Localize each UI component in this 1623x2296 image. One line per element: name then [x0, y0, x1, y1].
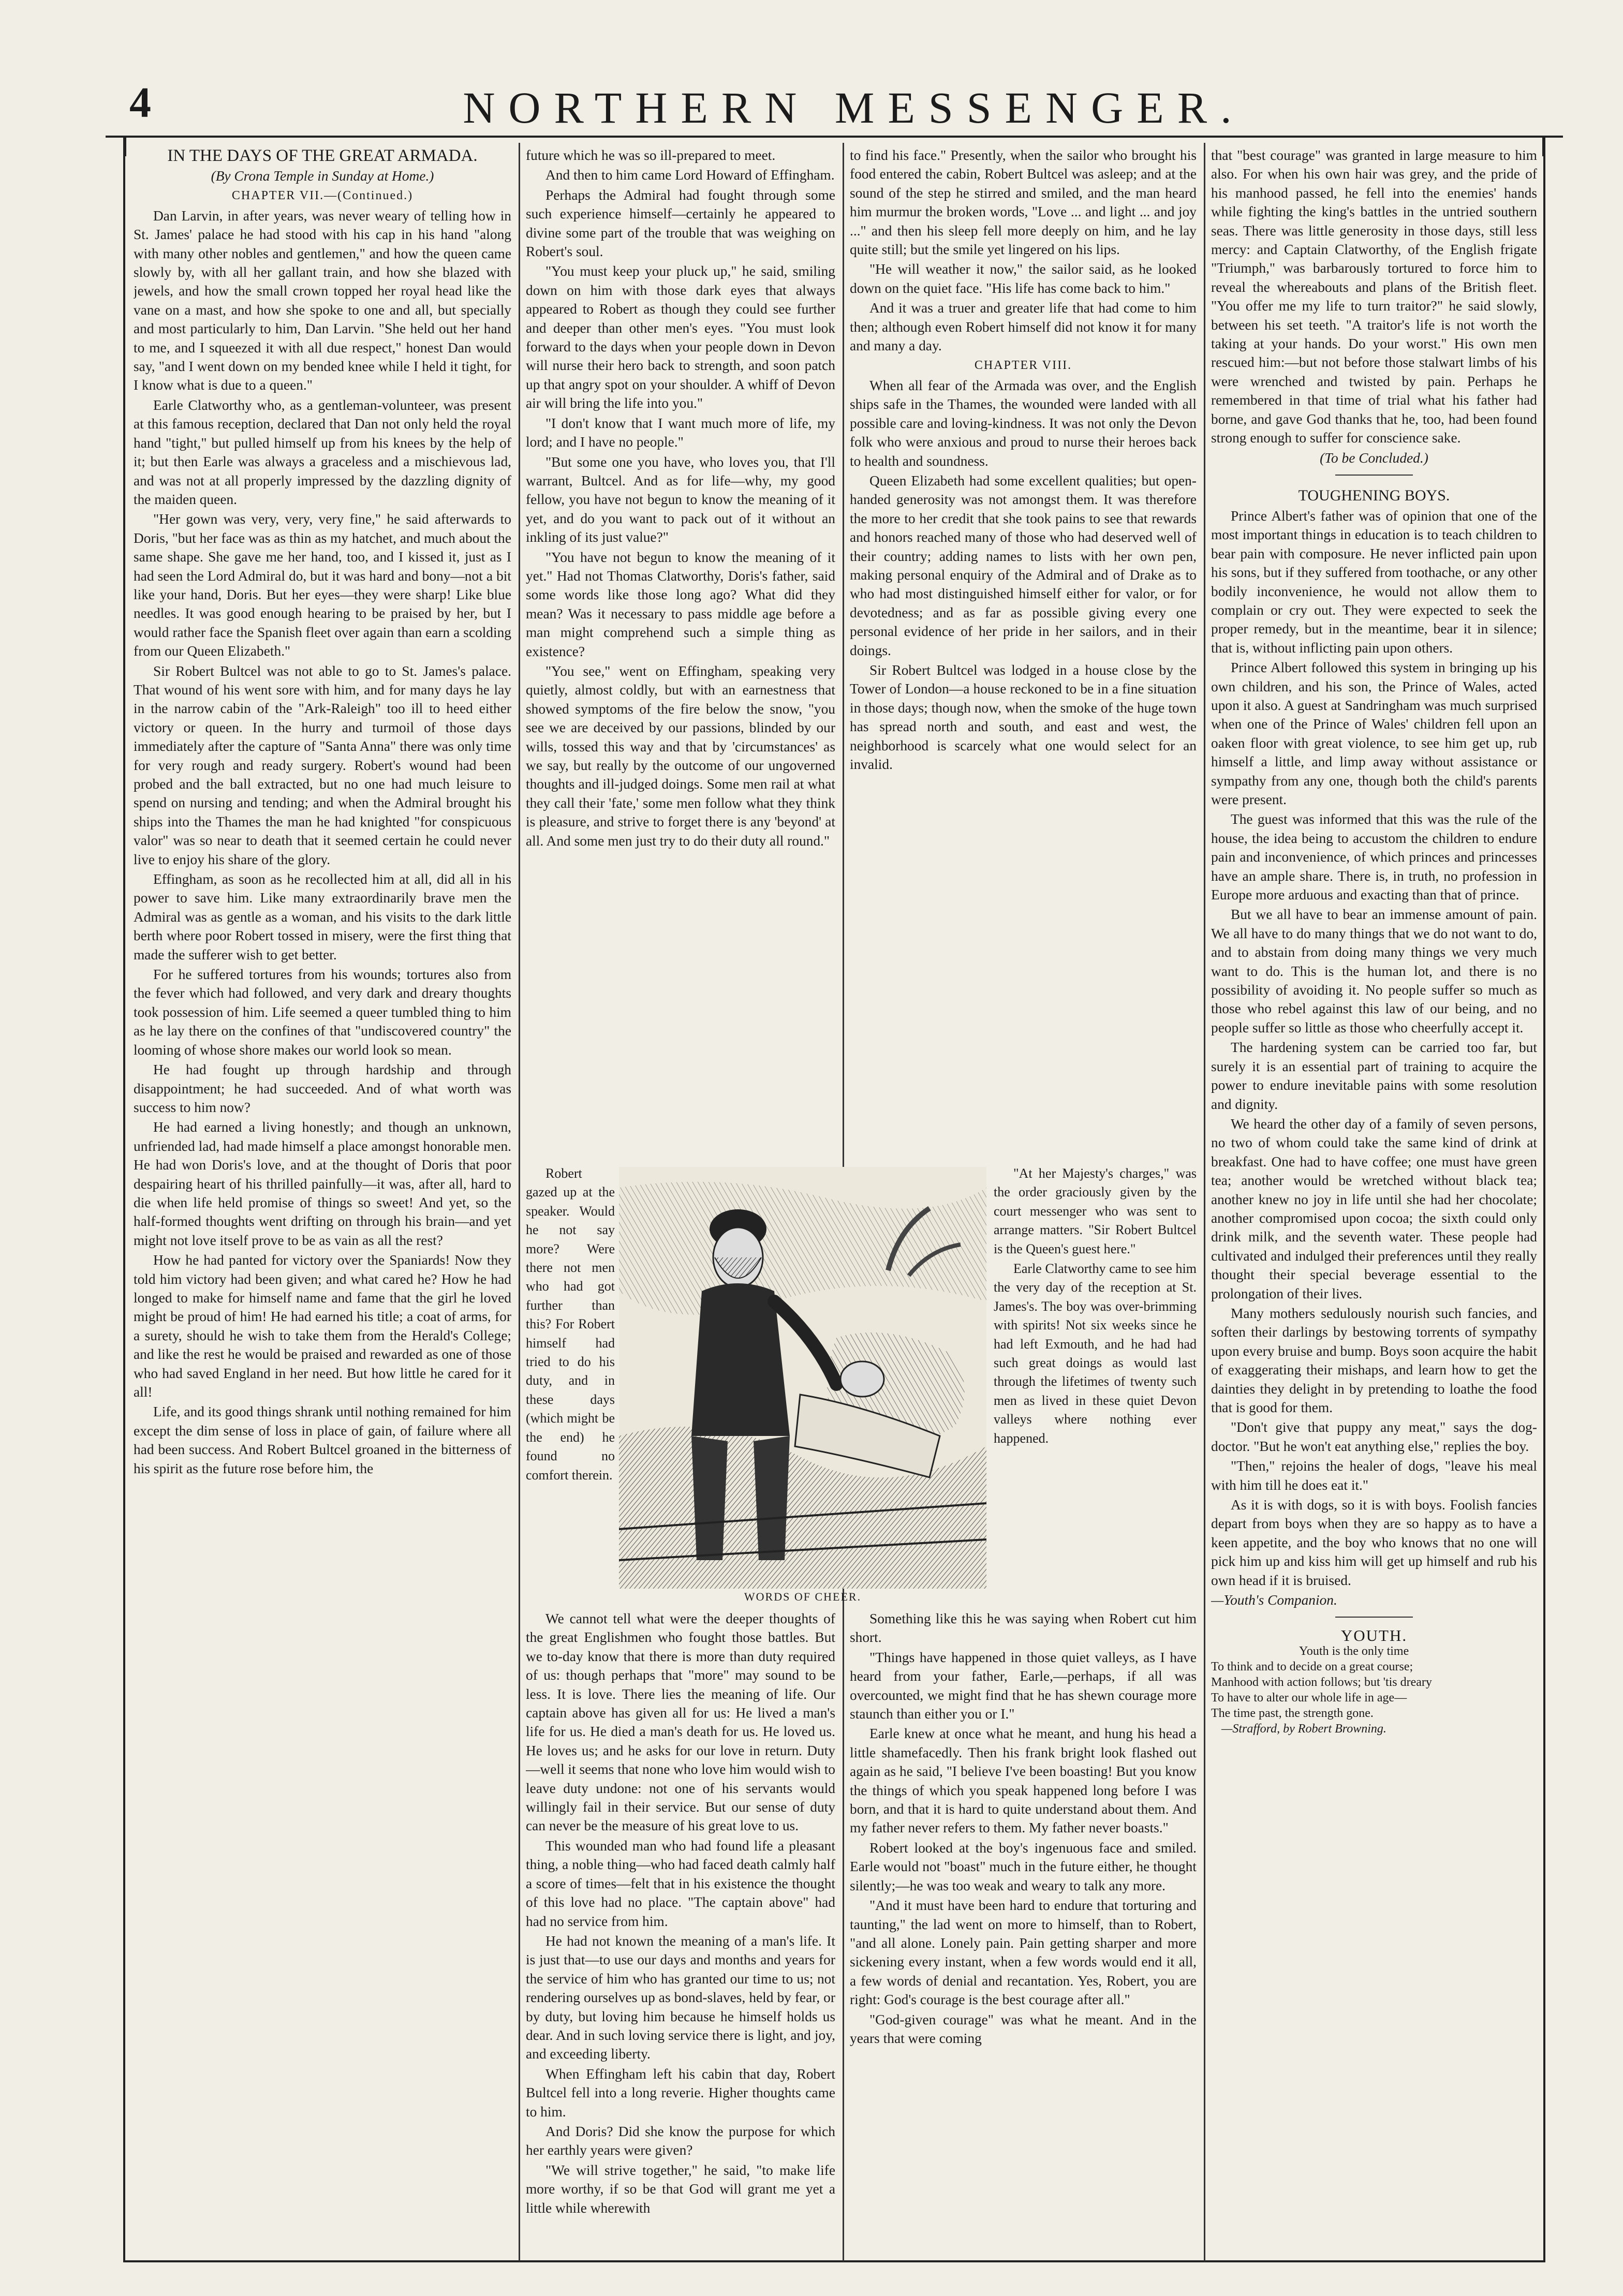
column-2-lower [526, 1609, 835, 2251]
column-4 [1211, 146, 1537, 2252]
paragraph: "Things have happened in those quiet valleys, as I have heard from your father, Earle,—perhaps, if all was overcounted, we might find that he has shewn courage more staunch than either you or I." [850, 1649, 1197, 1722]
poem-line: To have to alter our whole life in age— [1211, 1691, 1407, 1705]
paragraph: This wounded man who had found life a pleasant thing, a noble thing—who had faced death calmly half a score of times—felt that in his existence the thought of this love had no place. "The captain above" had had no service from him. [526, 1838, 835, 1929]
poem-line: Youth is the only time [1299, 1645, 1409, 1658]
paragraph: For he suffered tortures from his wounds; tortures also from the fever which had followed, and very dark and dreary thoughts took possession of him. Life seemed a queer tumbled thing to him as he lay there on the confines of that "undiscovered country" the looming of whose shore makes our world look so mean. [134, 967, 511, 1058]
paragraph: When Effingham left his cabin that day, Robert Bultcel fell into a long reverie. Higher thoughts came to him. [526, 2066, 835, 2120]
paragraph: He had not known the meaning of a man's life. It is just that—to use our days and months and years for the service of him who has granted our time to us; not rendering ourselves up as bond-slaves, held by fear, or by duty, but loving him because he himself holds us dear. And in such loving service there is light, and joy, and exceeding liberty. [526, 1933, 835, 2062]
paragraph: Robert looked at the boy's ingenuous face and smiled. Earle would not "boast" much in the future either, he thought silently;—he was too weak and weary to talk any more. [850, 1840, 1197, 1893]
paragraph: "Then," rejoins the healer of dogs, "leave his meal with him till he does eat it." [1211, 1458, 1537, 1493]
paragraph: Dan Larvin, in after years, was never weary of telling how in St. James' palace he had stood with his cap in his hand "along with many other nobles and gentlemen," and how the queen came slowly by, with all her gallant train, and how she blazed with jewels, and how the small crown topped her royal head like the vane on a mast, and how she spoke to one and all, but specially and most particularly to him, Dan Larvin. "She held out her hand to me, and I squeezed it with all due respect," honest Dan would say, "and I went down on my bended knee while I held it tight, for I know what is due to a queen." [134, 208, 511, 393]
article-byline: (By Crona Temple in Sunday at Home.) [211, 168, 434, 184]
paragraph: He had earned a living honestly; and though an unknown, unfriended lad, had made himself a place amongst honorable men. He had won Doris's love, and at the thought of Doris that poor despairing heart of his thrilled painfully—it was, after all, hard to die when life held promise of things so sweet! And yet, so the half-formed thoughts went drifting on through his brain—and yet might not love itself prove to be as vain as all the rest? [134, 1119, 511, 1248]
paragraph: "Her gown was very, very, very fine," he said afterwards to Doris, "but her face was as thin as my hatchet, and much about the same shape. She gave me her hand, too, and I kissed it, just as I had seen the Lord Admiral do, but it was hard and bony—not a bit like your hand, Doris. But her eyes—they were sharp! Like blue needles. It was good enough hearing to be praised by her, but I would rather face the Spanish fleet over again than earn a scolding from our Queen Elizabeth." [134, 511, 511, 659]
poem-line: The time past, the strength gone. [1211, 1707, 1374, 1721]
paragraph: "Don't give that puppy any meat," says the dog-doctor. "But he won't eat anything else," replies the boy. [1211, 1419, 1537, 1454]
paragraph: How he had panted for victory over the Spaniards! Now they told him victory had been given; and what cared he? How he had longed to make for himself name and fame that the girl he loved might be proud of him! He had earned his title; a coat of arms, for a surety, should he wish to take them from the Herald's College; and like the rest he would be praised and rewarded as one of those who had saved England in her need. But how little he cared for it all! [134, 1252, 511, 1400]
paragraph: Robert gazed up at the speaker. Would he not say more? Were there not men who had got further than this? For Robert himself had tried to do his duty, and in these days (which might be the end) he found no comfort therein. [526, 1166, 615, 1483]
paragraph: Many mothers sedulously nourish such fancies, and soften their darlings by bestowing torrents of sympathy upon every bruise and bump. Boys soon acquire the habit of exaggerating their mishaps, and learn how to get the dainties they delight in by pretending to loathe the food that is good for them. [1211, 1305, 1537, 1415]
column-2-narrow [526, 1164, 615, 1599]
paragraph: And it was a truer and greater life that had come to him then; although even Robert himself did not know it for many and many a day. [850, 300, 1197, 354]
section-divider [1335, 1617, 1413, 1618]
paragraph: "I don't know that I want much more of life, my lord; and I have no people." [526, 415, 835, 450]
engraving-illustration [619, 1167, 986, 1589]
paragraph: But we all have to bear an immense amount of pain. We all have to do many things that we do not want to do, and to abstain from doing many things we very much want to do. This is the human lot, and there is no possibility of avoiding it. No people suffer so much as those who rebel against this law of our being, and no people suffer so little as those who cheerfully accept it. [1211, 907, 1537, 1035]
paragraph: "We will strive together," he said, "to make life more worthy, if so be that God will grant me yet a little while wherewith [526, 2162, 835, 2216]
paragraph: "You have not begun to know the meaning of it yet." Had not Thomas Clatworthy, Doris's father, said some words like those long ago? What did they mean? Was it necessary to pass middle age before a man might comprehend such a simple thing as existence? [526, 549, 835, 659]
section-divider [1335, 475, 1413, 476]
paragraph: He had fought up through hardship and through disappointment; he had succeeded. And of what worth was success to him now? [134, 1062, 511, 1115]
illustration-caption: WORDS OF CHEER. [744, 1590, 862, 1603]
column-3-narrow [994, 1164, 1197, 1599]
page-number: 4 [129, 79, 151, 127]
paragraph: Earle knew at once what he meant, and hung his head a little shamefacedly. Then his frank bright look flashed out again as he said, "I believe I've been boasting! But you know the things of which you speak happened long before I was born, and that it is hard to quite understand about them. And my father never refers to them. My father never boasts." [850, 1726, 1197, 1836]
column-1 [134, 146, 511, 2252]
paragraph: Effingham, as soon as he recollected him at all, did all in his power to save him. Like many extraordinarily brave men the Admiral was as gentle as a woman, and his visits to the dark little berth where poor Robert tossed in misery, were the first thing that made the sufferer wish to get better. [134, 871, 511, 962]
paragraph: Queen Elizabeth had some excellent qualities; but open-handed generosity was not amongst them. It was therefore the more to her credit that she took pains to see that rewards and honors reached many of those who had deserved well of their country; adding names to lists with her own pen, making personal enquiry of the Admiral and of Drake as to who had most distinguished himself either for valor, or for devotedness; and as far as possible giving every one personal evidence of her pride in her sailors, and in their doings. [850, 472, 1197, 658]
article-title: IN THE DAYS OF THE GREAT ARMADA. [167, 146, 478, 165]
poem-credit: —Strafford, by Robert Browning. [1221, 1722, 1386, 1736]
paragraph: Earle Clatworthy who, as a gentleman-volunteer, was present at this famous reception, declared that Dan not only held the royal hand "tight," but pulled himself up from his knees by the help of it; but then Earle was always a graceless and a mischievous lad, and was not at all properly impressed by the dazzling dignity of the maiden queen. [134, 397, 511, 507]
paragraph: that "best courage" was granted in large measure to him also. For when his own hair was grey, and the pride of his manhood passed, he fell into the enemies' hands while fighting the king's battles in the untried southern seas. There was little generosity in those days, still less mercy: and Captain Clatworthy, of the English frigate "Triumph," was barbarously tortured to force him to reveal the whereabouts and plans of the British fleet. "You offer me my life to turn traitor?" he said slowly, between his set teeth. "A traitor's life is not worth the taking at your hands. Do your worst." His own men rescued him:—but not before those stalwart limbs of his were wrenched and twisted by pain. Perhaps he remembered in that time of trial what his father had borne, and gave God thanks that he, too, had been found strong enough to suffer for conscience sake. [1211, 147, 1537, 446]
paragraph: Sir Robert Bultcel was not able to go to St. James's palace. That wound of his went sore with him, and for many days he lay in the narrow cabin of the "Ark-Raleigh" too ill to heed either victory or queen. In the hurry and turmoil of those days immediately after the capture of "Santa Anna" there was only time for very rough and ready surgery. Robert's wound had been probed and the ball extracted, but no one had much leisure to spend on nursing and tending; and when the Admiral brought his ships into the Thames the man he had knighted "for conspicuous valor" was so near to death that it seemed certain he could never live to enjoy his share of the glory. [134, 663, 511, 867]
column-rule [519, 143, 520, 2261]
paragraph: "He will weather it now," the sailor said, as he looked down on the quiet face. "His life has come back to him." [850, 261, 1197, 296]
to-be-concluded: (To be Concluded.) [1320, 450, 1428, 466]
column-2 [526, 146, 835, 1160]
paragraph: Prince Albert followed this system in bringing up his own children, and his son, the Prince of Wales, acted upon it also. A guest at Sandringham was much surprised when one of the Prince of Wales' children fell upon an oaken floor with great violence, to see him get up, rub himself a little, and limp away without assistance or sympathy from any one, though both the child's parents were present. [1211, 660, 1537, 807]
chapter-heading: CHAPTER VIII. [974, 359, 1072, 373]
paragraph: Prince Albert's father was of opinion that one of the most important things in education is to teach children to bear pain with composure. He never inflicted pain upon his sons, but if they suffered from toothache, or any other bodily inconvenience, he would not allow them to complain or cry out. They were expected to seek the proper remedy, but in the meantime, bear it in silence; that is, without inflicting pain upon others. [1211, 508, 1537, 656]
chapter-heading: CHAPTER VII.—(Continued.) [231, 189, 414, 203]
paragraph: "God-given courage" was what he meant. And in the years that were coming [850, 2011, 1197, 2046]
paragraph: "You must keep your pluck up," he said, smiling down on him with those dark eyes that always appeared to Robert as though they could see further and deeper than other men's eyes. "You must look forward to the days when your people down in Devon will nurse their hero back to strength, and soon patch up that angry spot on your shoulder. A whiff of Devon air will bring the life into you." [526, 263, 835, 411]
paragraph: Earle Clatworthy came to see him the very day of the reception at St. James's. The boy was over-brimming with spirits! Not six weeks since he had left Exmouth, and he had had such great doings as would last through the lifetimes of twenty such men as lived in these quiet Devon valleys where nothing ever happened. [994, 1261, 1197, 1446]
column-rule [1204, 143, 1205, 2261]
poem-line: To think and to decide on a great course; [1211, 1660, 1413, 1674]
paragraph: And then to him came Lord Howard of Effingham. [545, 167, 835, 183]
paragraph: As it is with dogs, so it is with boys. Foolish fancies depart from boys when they are so happy as to have a keen appetite, and the boy who knows that no one will pick him up and kiss him will get up himself and rub his own head if it is bruised. [1211, 1497, 1537, 1588]
article-credit: —Youth's Companion. [1211, 1592, 1337, 1608]
paragraph: We cannot tell what were the deeper thoughts of the great Englishmen who fought those battles. But we to-day know that there is more than duty required of us: though perhaps that "more" may sound to be less. It is love. There lies the meaning of life. Our captain above has given all for us: He lived a man's life for us. He died a man's death for us. He loved us. He loves us; and he asks for our love in return. Duty—well it seems that none who love him would wish to leave duty undone: not one of his servants would willingly fail in their service. But our sense of duty can never be the measure of his great love to us. [526, 1611, 835, 1834]
paragraph: "And it must have been hard to endure that torturing and taunting," the lad went on more to himself, than to Robert, "and all alone. Lonely pain. Pain getting sharper and more sickening every instant, when a few words would end it all, a few words of denial and recantation. Yes, Robert, you are right: God's courage is the best courage after all." [850, 1898, 1197, 2008]
paragraph: "At her Majesty's charges," was the order graciously given by the court messenger who was sent to arrange matters. "Sir Robert Bultcel is the Queen's guest here." [994, 1166, 1197, 1256]
paragraph: "But some one you have, who loves you, that I'll warrant, Bultcel. And as for life—why, my good fellow, you have not begun to know the meaning of it yet, and do you want to pack out of it without an inkling of its just value?" [526, 454, 835, 545]
paragraph: future which he was so ill-prepared to meet. [526, 147, 776, 163]
paragraph: "You see," went on Effingham, speaking very quietly, almost coldly, but with an earnestness that showed symptoms of the fire below the snow, "you see we are deceived by our passions, blinded by our wills, tossed this way and that by 'circumstances' as we say, but really by the outcome of our ungoverned thoughts and ill-judged doings. Some men rail at what they call their 'fate,' some men follow what they think is pleasure, and strive to forget there is any 'beyond' at all. And some men just try to do their duty all round." [526, 663, 835, 849]
paragraph: Life, and its good things shrank until nothing remained for him except the dim sense of loss in place of gain, of failure where all had been success. And Robert Bultcel groaned in the bitterness of his spirit as the future rose before him, the [134, 1404, 511, 1476]
paragraph: Perhaps the Admiral had fought through some such experience himself—certainly he appeared to divine some part of the trouble that was weighing on Robert's soul. [526, 187, 835, 260]
poem [1211, 1628, 1537, 1737]
paragraph: Sir Robert Bultcel was lodged in a house close by the Tower of London—a house reckoned to be in a fine situation in those days; though now, when the smoke of the huge town has spread north and south, and east and west, the neighborhood is scarcely what one would select for an invalid. [850, 662, 1197, 772]
paragraph: We heard the other day of a family of seven persons, no two of whom could take the same kind of drink at breakfast. One had to have coffee; one must have green tea; another would be wretched without black tea; another knew no joy in life until she had her chocolate; another compromised upon cocoa; the sixth could only drink milk, and the seventh water. These people had cultivated and indulged their preferences until they really thought their special beverage essential to the prolongation of their lives. [1211, 1116, 1537, 1301]
poem-line: Manhood with action follows; but 'tis dreary [1211, 1676, 1432, 1690]
paragraph: The hardening system can be carried too far, but surely it is an essential part of training to acquire the power to endure inevitable pains with some resolution and dignity. [1211, 1040, 1537, 1112]
paragraph: Something like this he was saying when Robert cut him short. [850, 1611, 1197, 1646]
paragraph: to find his face." Presently, when the sailor who brought his food entered the cabin, Robert Bultcel was asleep; and at the sound of the step he stirred and smiled, and the man heard him murmur the broken words, "Love ... and light ... and joy ..." and then his sleep fell more deeply on him, and he lay quite still; but the smile yet lingered on his lips. [850, 147, 1197, 258]
column-3 [850, 146, 1197, 1160]
paragraph: When all fear of the Armada was over, and the English ships safe in the Thames, the wounded were landed with all possible care and loving-kindness. It was not only the Devon folk who were anxious and proud to nurse their heroes back to health and soundness. [850, 377, 1197, 469]
column-3-lower [850, 1609, 1197, 2251]
poem-title: YOUTH. [1340, 1626, 1408, 1645]
paragraph: The guest was informed that this was the rule of the house, the idea being to accustom the children to endure pain and inconvenience, of which princes and princesses have an ample share. There is, in truth, no profession in Europe more arduous and exacting than that of prince. [1211, 811, 1537, 903]
paragraph: And Doris? Did she know the purpose for which her earthly years were given? [526, 2123, 835, 2158]
engraving-drawing [619, 1167, 986, 1589]
article-title: TOUGHENING BOYS. [1298, 486, 1450, 504]
masthead: NORTHERN MESSENGER. [463, 83, 1245, 132]
